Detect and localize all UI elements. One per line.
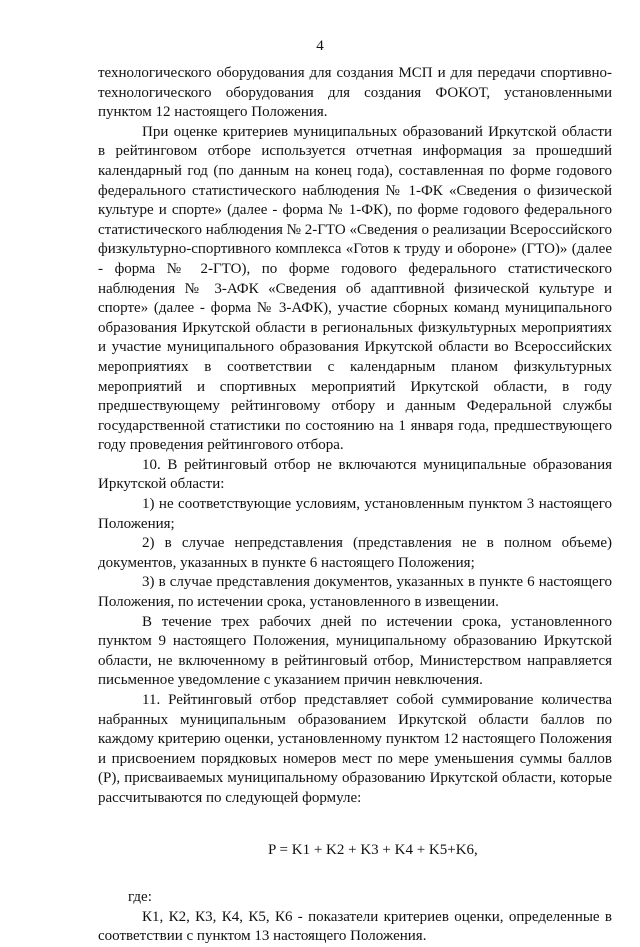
paragraph-notification: В течение трех рабочих дней по истечении срока, установленного пунктом 9 настоящего Положения, муниципальному образованию Иркутской области, не включенному в рейтинговый отбор, Министерством направляется письменное уведомление с указанием причин невключения. <box>98 613 612 689</box>
paragraph-reporting-info: При оценке критериев муниципальных образований Иркутской области в рейтинговом отборе используется отчетная информация за прошедший календарный год (по данным на конец года), составленная по форме годового федерального статистического наблюдения № 1-ФК «Сведения о физической культуре и спорте» (далее - форма № 1-ФК), по форме годового федерального статистического наблюдения № 2-ГТО «Сведения о реализации Всероссийского физкультурно-спортивного комплекса «Готов к труду и обороне» (ГТО)» (далее - форма № 2-ГТО), по форме годового федерального статистического наблюдения № 3-АФК «Сведения об адаптивной физической культуре и спорте» (далее - форма № 3-АФК), участие сборных команд муниципального образования Иркутской области в региональных физкультурных мероприятиях и участие муниципального образования Иркутской области во Всероссийских мероприятиях в соответствии с календарным планом физкультурных мероприятий и спортивных мероприятий Иркутской области, в году предшествующему рейтинговому отбору и данным Федеральной службы государственной статистики по состоянию на 1 января года, предшествующего году проведения рейтингового отбора. <box>98 123 612 454</box>
page-number: 4 <box>316 38 324 54</box>
document-body <box>98 64 612 947</box>
where-label: где: <box>128 889 152 906</box>
score-formula: P = K1 + K2 + K3 + K4 + K5+K6, <box>268 841 478 858</box>
paragraph-item-10: 10. В рейтинговый отбор не включаются муниципальные образования Иркутской области: <box>98 456 612 493</box>
paragraph-subitem-3: 3) в случае представления документов, указанных в пункте 6 настоящего Положения, по истечении срока, установленного в извещении. <box>98 574 612 611</box>
paragraph-subitem-2: 2) в случае непредставления (представления не в полном объеме) документов, указанных в пункте 6 настоящего Положения; <box>98 535 612 571</box>
paragraph-item-11: 11. Рейтинговый отбор представляет собой суммирование количества набранных муниципальным образованием Иркутской области баллов по каждому критерию оценки, установленному пунктом 12 настоящего Положения и присвоением порядковых номеров мест по мере уменьшения суммы баллов (P), присваиваемых муниципальному образованию Иркутской области, которые рассчитываются по следующей формуле: <box>98 692 612 806</box>
paragraph-indicators-definition: К1, К2, К3, К4, К5, К6 - показатели критериев оценки, определенные в соответствии с пунктом 13 настоящего Положения. <box>98 908 612 945</box>
paragraph-subitem-1: 1) не соответствующие условиям, установленным пунктом 3 настоящего Положения; <box>98 496 612 532</box>
paragraph-continuation: технологического оборудования для создания МСП и для передачи спортивно-технологического оборудования для создания ФОКОТ, установленными пунктом 12 настоящего Положения. <box>98 65 612 121</box>
